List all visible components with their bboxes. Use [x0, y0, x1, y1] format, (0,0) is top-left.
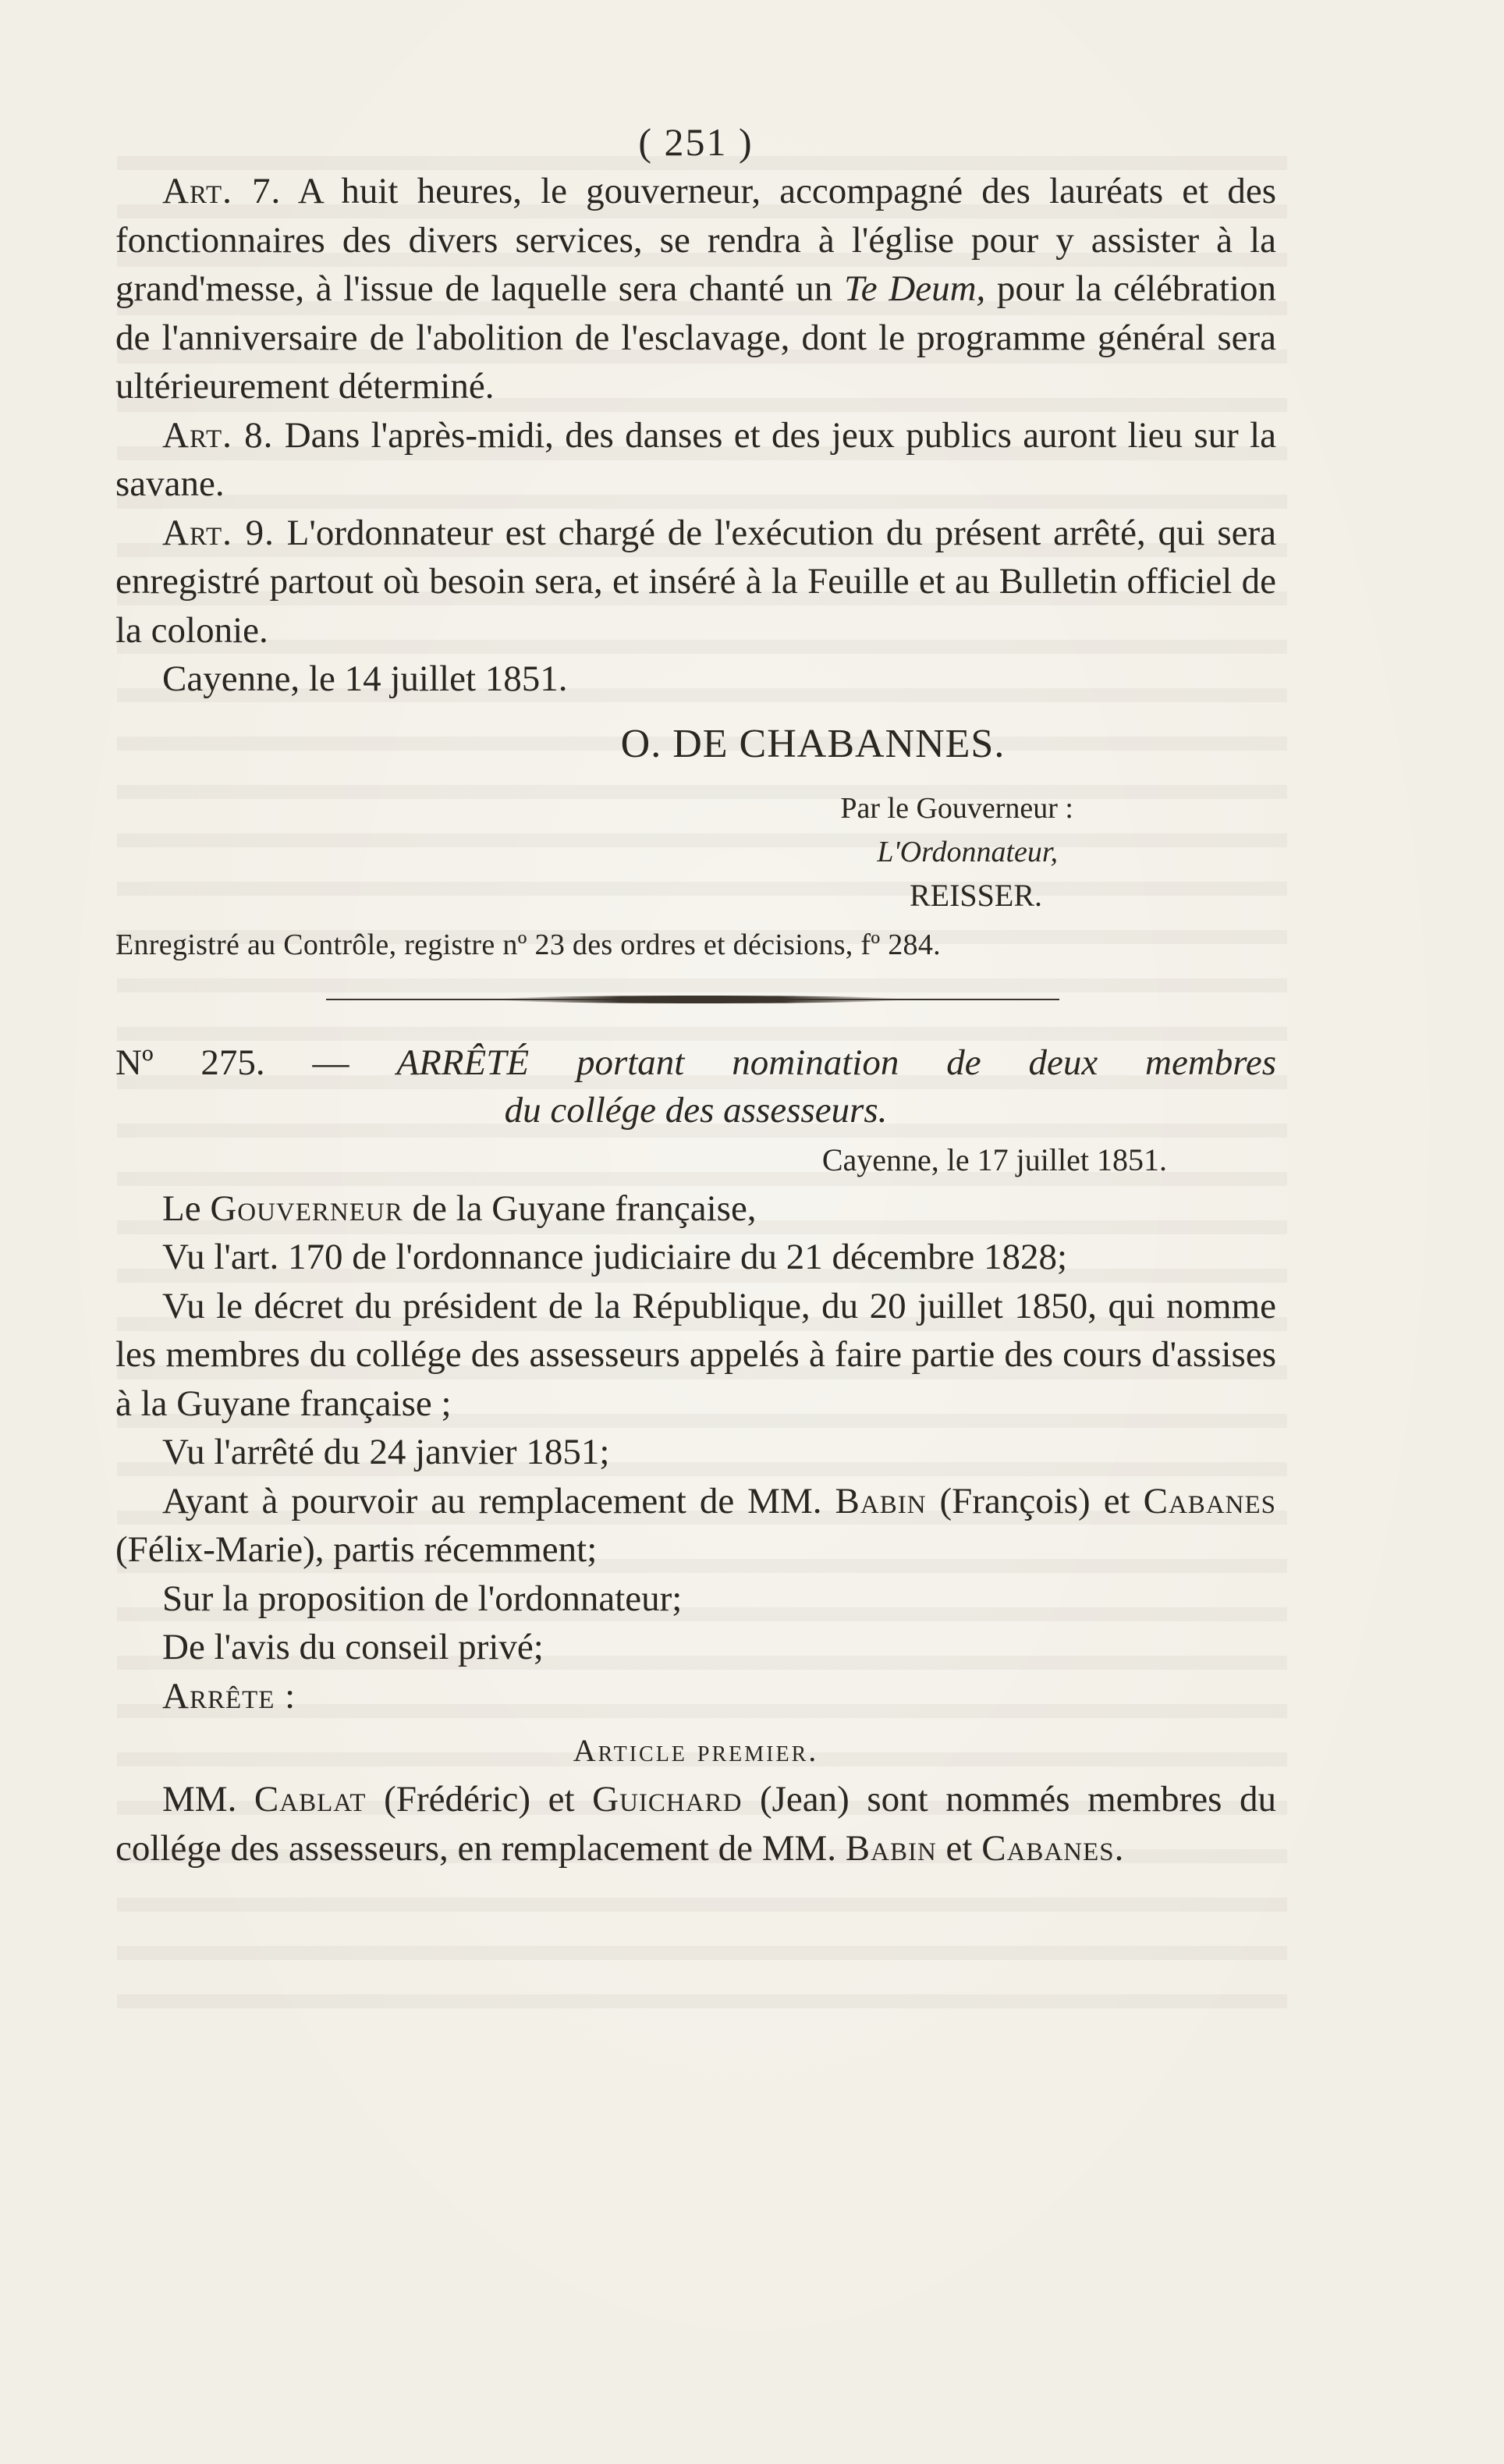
- de-l-avis: De l'avis du conseil privé;: [162, 1627, 544, 1667]
- ayant-text-2: (François) et: [926, 1480, 1144, 1521]
- name-babin: Babin: [835, 1480, 927, 1521]
- decree-number: Nº 275. —: [115, 1042, 397, 1083]
- ordonnateur-title: L'Ordonnateur,: [877, 835, 1058, 868]
- article-7-text-2: pour la célébration de l'anniversaire de l'abolition de l'esclavage, dont le programme général sera ultérieurement déterminé.: [115, 268, 1276, 407]
- article-premier-text: [115, 1775, 1276, 1873]
- vu-decret: Vu le décret du président de la République, du 20 juillet 1850, qui nomme les membres du collége des assesseurs appelés à faire partie des cours d'assises à la Guyane française ;: [115, 1285, 1276, 1424]
- mm-text-2: (Frédéric) et: [366, 1779, 593, 1820]
- name-guichard: Guichard: [592, 1779, 743, 1820]
- section-divider: [115, 967, 1276, 1022]
- divider-ornament: [498, 996, 903, 1003]
- gouverneur-word: Gouverneur: [210, 1188, 403, 1229]
- mm-text-1: MM.: [162, 1779, 254, 1820]
- name-cablat: Cablat: [254, 1779, 367, 1820]
- article-8: [115, 411, 1276, 509]
- ayant-a-pourvoir: [115, 1477, 1276, 1575]
- decree-title-line-1: ARRÊTÉ portant nomination de deux membres: [396, 1042, 1276, 1083]
- text-column: [115, 117, 1276, 1873]
- mm-text-5: .: [1114, 1827, 1124, 1869]
- name-cabanes: Cabanes: [1143, 1480, 1276, 1521]
- gouverneur-line: [115, 1184, 1276, 1234]
- decree-title-line-2: du collége des assesseurs.: [504, 1089, 888, 1131]
- signature-chabannes: O. DE CHABANNES.: [620, 721, 1006, 766]
- te-deum: Te Deum,: [843, 268, 986, 309]
- name-babin-2: Babin: [845, 1827, 937, 1869]
- article-7-text-1: A huit heures, le gouverneur, accompagné des lauréats et des fonctionnaires des divers services, se rendra à l'église pour y assister à la grand'messe, à l'issue de laquelle sera chanté un: [115, 171, 1276, 309]
- mm-text-3: (Jean) sont nommés membres du collége des assesseurs, en remplacement de MM.: [115, 1779, 1276, 1869]
- place-date-1: Cayenne, le 14 juillet 1851.: [162, 659, 568, 699]
- decree-title: [115, 1038, 1276, 1088]
- article-7-label: Art. 7.: [162, 171, 282, 211]
- article-8-label: Art. 8.: [162, 414, 274, 456]
- mm-text-4: et: [936, 1827, 982, 1869]
- ayant-text-3: (Félix-Marie), partis récemment;: [115, 1529, 598, 1570]
- gouverneur-line-text-2: de la Guyane française,: [403, 1188, 757, 1229]
- registration-note: Enregistré au Contrôle, registre nº 23 des ordres et décisions, fº 284.: [115, 928, 941, 961]
- vu-article: Vu l'art. 170 de l'ordonnance judiciaire du 21 décembre 1828;: [162, 1237, 1068, 1277]
- article-9: [115, 509, 1276, 655]
- gouverneur-line-text-1: Le: [162, 1188, 211, 1229]
- article-7: [115, 167, 1276, 411]
- sur-la-proposition: Sur la proposition de l'ordonnateur;: [162, 1578, 683, 1619]
- arrete-heading: Arrête :: [162, 1675, 296, 1717]
- ayant-text-1: Ayant à pourvoir au remplacement de MM.: [162, 1480, 835, 1521]
- article-premier-heading: Article premier.: [573, 1733, 819, 1768]
- article-8-text: Dans l'après-midi, des danses et des jeux publics auront lieu sur la savane.: [115, 414, 1276, 504]
- name-cabanes-2: Cabanes: [981, 1827, 1115, 1869]
- decree-date: Cayenne, le 17 juillet 1851.: [821, 1141, 1167, 1177]
- article-9-text: L'ordonnateur est chargé de l'exécution du présent arrêté, qui sera enregistré partout où besoin sera, et inséré à la Feuille et au Bulletin officiel de la colonie.: [115, 512, 1276, 651]
- vu-arrete: Vu l'arrêté du 24 janvier 1851;: [162, 1432, 610, 1472]
- article-9-label: Art. 9.: [162, 512, 275, 553]
- page-number: ( 251 ): [638, 120, 754, 164]
- par-le-gouverneur: Par le Gouverneur :: [840, 791, 1073, 825]
- signature-reisser: REISSER.: [909, 877, 1042, 913]
